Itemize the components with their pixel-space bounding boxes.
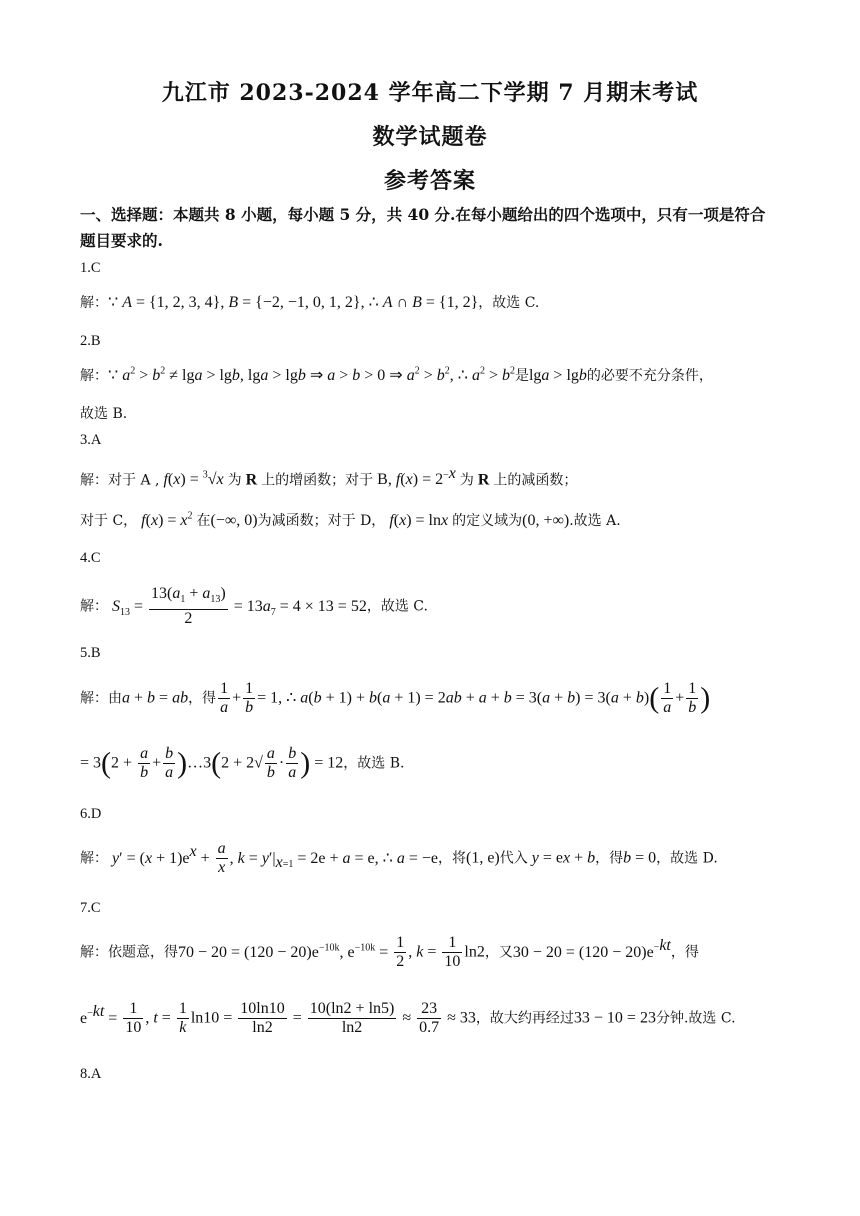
q6-answer: 6.D xyxy=(80,806,102,822)
q3-solution-line1: 解：对于 A , f(x) = $^3$√x 为 R 上的增函数；对于 B, $f(x) = 2^{-x}$ 为 R 上的减函数； xyxy=(80,465,578,489)
q4-answer: 4.C xyxy=(80,550,101,566)
exam-subtitle: 数学试题卷 xyxy=(372,124,488,150)
q7-solution-line2: $e^{-kt}$ = $\frac{1}{10}$ , t = $\frac{1}{k}$ ln10 = $\frac{10\ln 10}{\ln 2}$ = $\frac{10(\ln 2 + \ln 5)}{\ln 2}$ ≈ $\frac{23}{0.7}$ ≈ 33，故大约再经过33 − 10 = 23分钟.故选 C. xyxy=(80,1000,736,1036)
exam-title: 九江市 2023-2024 学年高二下学期 7 月期末考试 xyxy=(161,80,699,106)
q3-solution-line2: 对于 C， $f(x) = x^2$ 在(−∞, 0)为减函数；对于 D， f(x) = lnx 的定义域为(0, +∞).故选 A. xyxy=(80,510,621,529)
q4-solution: 解： $S_{13}$ = $\frac{13(a_1 + a_{13})}{2}$ = $13a_7 = 4 \times 13 = 52$，故选 C. xyxy=(80,585,428,628)
q7-answer: 7.C xyxy=(80,900,101,916)
section-heading: 一、选择题：本题共 8 小题，每小题 5 分，共 40 分.在每小题给出的四个选项中，只有一项是符合题目要求的. xyxy=(80,205,766,250)
q2-solution: 解：∵ $a^2 > b^2 \ne \lg a > \lg b$, lga > lgb ⇒ a > b > 0 ⇒ $a^2 > b^2$, ∴ $a^2 > b^2$是lga > lgb的必要不充分条件， xyxy=(80,365,713,384)
q5-solution-line1: 解：由a + b = ab，得 $\frac{1}{a}$ + $\frac{1}{b}$ = 1, ∴ a(b + 1) + b(a + 1) = 2ab + a + b = 3(a + b) = 3(a + b)( $\frac{1}{a}$ + $\frac{1}{b}$ ) xyxy=(80,680,711,716)
q2-answer: 2.B xyxy=(80,333,101,349)
q5-answer: 5.B xyxy=(80,645,101,661)
q5-solution-line2: = 3(2 + $\frac{a}{b}$ + $\frac{b}{a}$ )…3(2 + 2√ $\frac{a}{b}$ · $\frac{b}{a}$ ) = 12，故选 B. xyxy=(80,745,405,781)
q1-answer: 1.C xyxy=(80,260,101,276)
q8-answer: 8.A xyxy=(80,1066,102,1082)
q2-conclusion: 故选 B. xyxy=(80,406,128,422)
answer-heading: 参考答案 xyxy=(383,168,476,194)
q3-answer: 3.A xyxy=(80,432,102,448)
q6-solution: 解： $y' = (x + 1)e^x$ + $\frac{a}{x}$ , $k = y'|_{x=1} = 2e + a = e$, ∴ a = −e，将(1, e)代入 y = ex + b，得b = 0，故选 D. xyxy=(80,840,718,876)
q7-solution-line1: 解：依题意，得$70 - 20 = (120 - 20)e^{-10k}$, $e^{-10k}$ = $\frac{1}{2}$ , k = $\frac{1}{10}$ ln2，又$30 - 20 = (120 - 20)e^{-kt}$，得 xyxy=(80,934,699,970)
q1-solution: 解：∵ A = {1, 2, 3, 4}, B = {−2, −1, 0, 1, 2}, ∴ A ∩ B = {1, 2}，故选 C. xyxy=(80,294,540,311)
